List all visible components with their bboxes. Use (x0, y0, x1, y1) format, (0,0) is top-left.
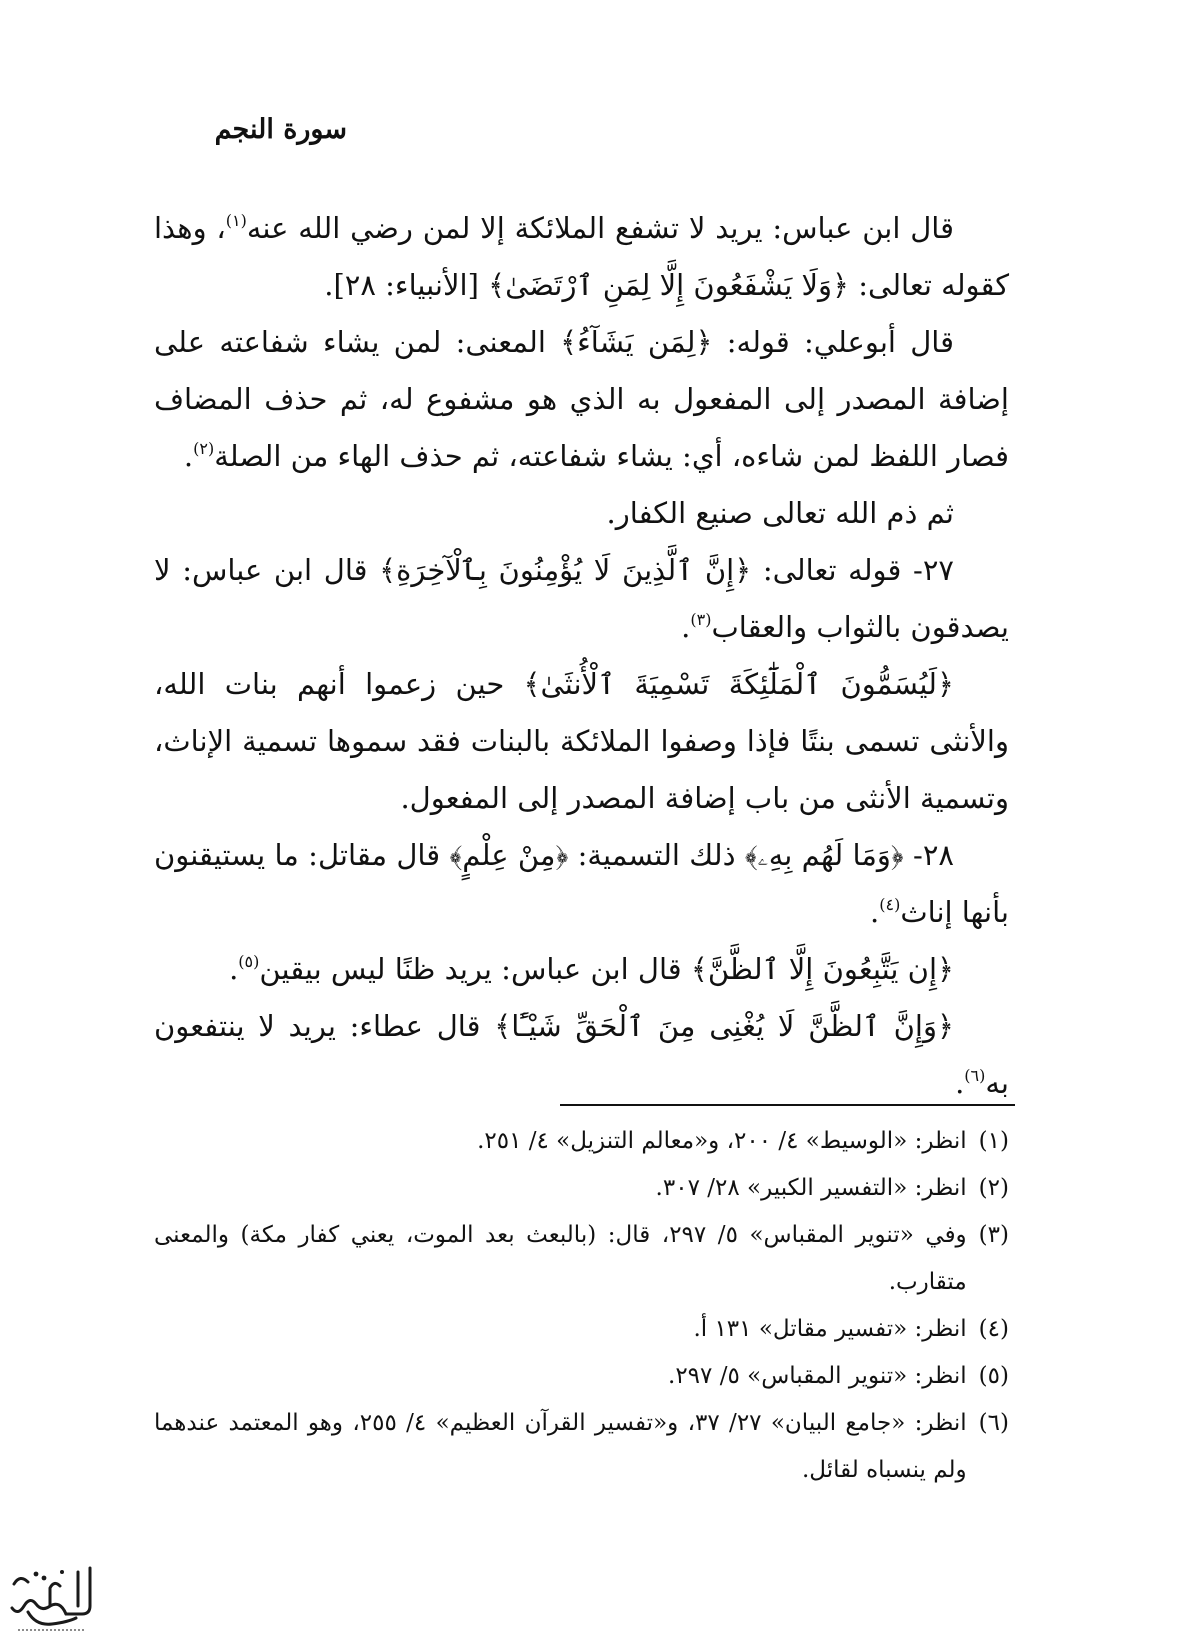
paragraph-text: قال أبوعلي: قوله: ﴿لِمَن يَشَآءُ﴾ المعنى: لمن يشاء شفاعته على إضافة المصدر إلى المفعول به الذي هو مشفوع له، ثم حذف المضاف فصار اللفظ لمن شاءه، أي: يشاء شفاعته، ثم حذف الهاء من الصلة (154, 325, 1009, 473)
footnote-reference[interactable]: (٣) (690, 610, 712, 629)
paragraph-text-continued: . (681, 610, 691, 644)
paragraph-text: قال ابن عباس: يريد لا تشفع الملائكة إلا لمن رضي الله عنه (246, 211, 955, 245)
footnote-reference[interactable]: (٦) (964, 1066, 986, 1085)
paragraph (154, 542, 1009, 656)
footnote (154, 1165, 1009, 1212)
footnote (154, 1306, 1009, 1353)
footnote-number: (٤) (978, 1316, 1009, 1342)
footnote-text: انظر: «تفسير مقاتل» ١٣١ أ. (693, 1316, 967, 1342)
paragraph-text-continued: . (183, 439, 194, 473)
paragraph-text-continued: . (870, 895, 880, 929)
footnote-divider (560, 1104, 1015, 1106)
footnote (154, 1400, 1009, 1494)
page-header-title: سورة النجم (214, 114, 347, 145)
footnote (154, 1118, 1009, 1165)
footnote (154, 1212, 1009, 1306)
footnotes-section (154, 1118, 1009, 1494)
footnote-number: (٥) (978, 1363, 1009, 1389)
footnote-text: انظر: «جامع البيان» ٢٧/ ٣٧، و«تفسير القرآن العظيم» ٤/ ٢٥٥، وهو المعتمد عندهما ولم ينسباه لقائل. (154, 1410, 967, 1483)
footnote-reference[interactable]: (٥) (238, 952, 260, 971)
paragraph-text: ٢٨- ﴿وَمَا لَهُم بِهِۦ﴾ ذلك التسمية: ﴿مِنْ عِلْمٍ﴾ قال مقاتل: ما يستيقنون بأنها إناث (154, 838, 1009, 929)
paragraph-text-continued: . (229, 952, 239, 986)
footnote-text: انظر: «تنوير المقباس» ٥/ ٢٩٧. (668, 1363, 967, 1389)
watermark-logo (6, 1560, 96, 1634)
paragraph-text-continued: ، وهذا كقوله تعالى: ﴿وَلَا يَشْفَعُونَ إِلَّا لِمَنِ ٱرْتَضَىٰ﴾ [الأنبياء: ٢٨]. (154, 211, 1009, 302)
footnote-reference[interactable]: (١) (225, 211, 247, 230)
paragraph (154, 485, 1009, 542)
paragraph (154, 941, 1009, 998)
footnote-reference[interactable]: (٤) (879, 895, 901, 914)
footnote-number: (١) (978, 1128, 1009, 1154)
footnote-number: (٦) (978, 1410, 1009, 1436)
footnote-text: انظر: «الوسيط» ٤/ ٢٠٠، و«معالم التنزيل» ٤/ ٢٥١. (477, 1128, 967, 1154)
main-text (154, 200, 1009, 1112)
paragraph (154, 314, 1009, 485)
footnote (154, 1353, 1009, 1400)
footnote-reference[interactable]: (٢) (193, 439, 215, 458)
paragraph-text: ﴿لَيُسَمُّونَ ٱلْمَلَٰٓئِكَةَ تَسْمِيَةَ ٱلْأُنثَىٰ﴾ حين زعموا أنهم بنات الله، والأنثى تسمى بنتًا فإذا وصفوا الملائكة بالبنات فقد سموها تسمية الإناث، وتسمية الأنثى من باب إضافة المصدر إلى المفعول. (154, 667, 1009, 815)
footnote-number: (٣) (978, 1222, 1009, 1248)
footnote-text: انظر: «التفسير الكبير» ٢٨/ ٣٠٧. (655, 1175, 967, 1201)
footnote-number: (٢) (978, 1175, 1009, 1201)
paragraph-text-continued: . (955, 1066, 965, 1100)
footnote-text: وفي «تنوير المقباس» ٥/ ٢٩٧، قال: (بالبعث بعد الموت، يعني كفار مكة) والمعنى متقارب. (154, 1222, 967, 1295)
paragraph-text: ثم ذم الله تعالى صنيع الكفار. (606, 496, 954, 530)
paragraph-text: ﴿وَإِنَّ ٱلظَّنَّ لَا يُغْنِى مِنَ ٱلْحَقِّ شَيْـًٔا﴾ قال عطاء: يريد لا ينتفعون به (154, 1009, 1009, 1100)
paragraph (154, 827, 1009, 941)
paragraph-text: ﴿إِن يَتَّبِعُونَ إِلَّا ٱلظَّنَّ﴾ قال ابن عباس: يريد ظنًا ليس بيقين (259, 952, 954, 986)
paragraph (154, 656, 1009, 827)
paragraph (154, 998, 1009, 1112)
paragraph-text: ٢٧- قوله تعالى: ﴿إِنَّ ٱلَّذِينَ لَا يُؤْمِنُونَ بِٱلْآخِرَةِ﴾ قال ابن عباس: لا يصدقون بالثواب والعقاب (154, 553, 1009, 644)
paragraph (154, 200, 1009, 314)
